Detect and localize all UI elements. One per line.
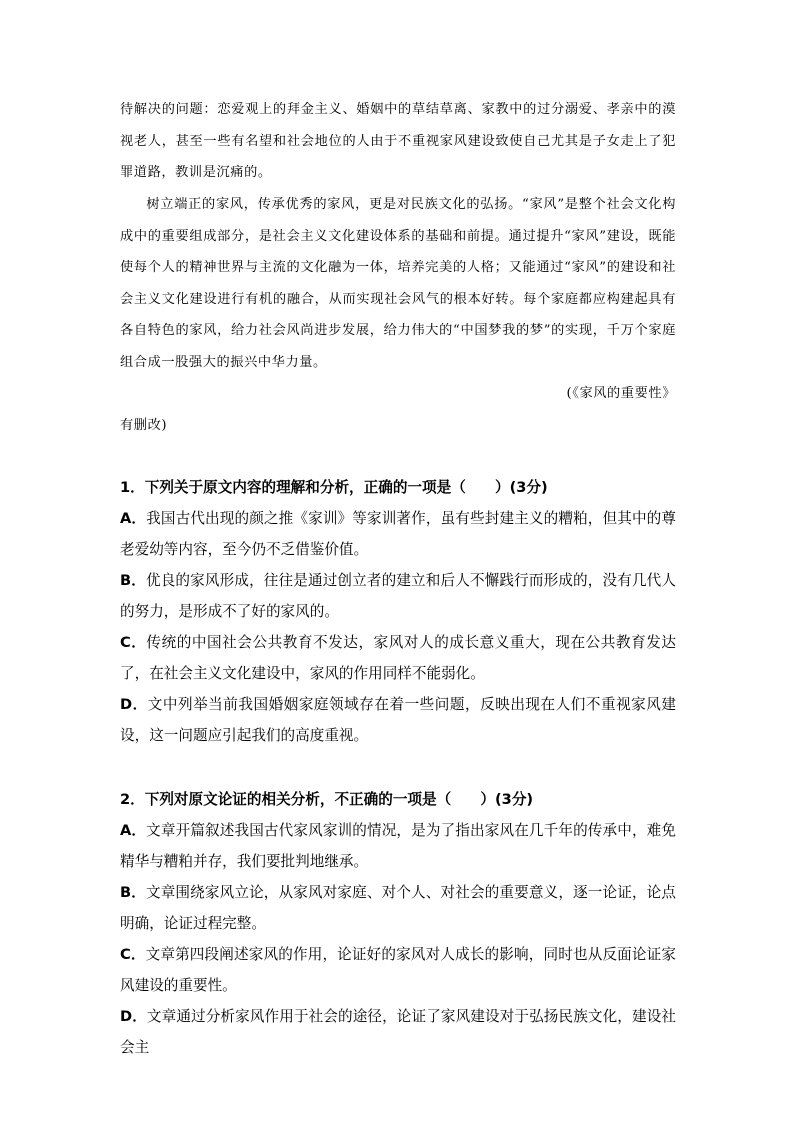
option-text: 文中列举当前我国婚姻家庭领域存在着一些问题，反映出现在人们不重视家风建设，这一问题应引起我们的高度重视。 [120, 696, 676, 744]
passage-paragraph-2 [120, 189, 676, 379]
option-c [120, 939, 676, 1001]
question-2 [120, 784, 676, 1063]
option-a [120, 815, 676, 877]
option-letter: B． [120, 884, 146, 901]
option-a [120, 503, 676, 565]
option-letter: A． [120, 822, 147, 839]
option-letter: C． [120, 634, 147, 651]
option-d [120, 1001, 676, 1063]
option-text: 文章通过分析家风作用于社会的途径，论证了家风建设对于弘扬民族文化，建设社会主 [120, 1008, 676, 1056]
passage-text: 树立端正的家风，传承优秀的家风，更是对民族文化的弘扬。“家风”是整个社会文化构成中的重要组成部分，是社会主义文化建设体系的基础和前提。通过提升“家风”建设，既能使每个人的精神世界与主流的文化融为一体，培养完美的人格；又能通过“家风”的建设和社会主义文化建设进行有机的融合，从而实现社会风气的根本好转。每个家庭都应构建起具有各自特色的家风，给力社会风尚进步发展，给力伟大的“中国梦我的梦”的实现，千万个家庭组合成一股强大的振兴中华力量。 [120, 197, 676, 370]
option-c [120, 627, 676, 689]
passage-paragraph-1 [120, 94, 676, 189]
option-text: 传统的中国社会公共教育不发达，家风对人的成长意义重大，现在公共教育发达了，在社会主义文化建设中，家风的作用同样不能弱化。 [120, 634, 676, 682]
question-stem: 1．下列关于原文内容的理解和分析，正确的一项是（ ）(3分) [120, 479, 548, 496]
question-stem: 2．下列对原文论证的相关分析，不正确的一项是（ ）(3分) [120, 791, 534, 808]
option-text: 文章第四段阐述家风的作用，论证好的家风对人成长的影响，同时也从反面论证家风建设的重要性。 [120, 946, 676, 994]
option-b [120, 877, 676, 939]
passage-text: 待解决的问题：恋爱观上的拜金主义、婚姻中的草结草离、家教中的过分溺爱、孝亲中的漠视老人，甚至一些有名望和社会地位的人由于不重视家风建设致使自己尤其是子女走上了犯罪道路，教训是沉痛的。 [120, 102, 676, 181]
option-letter: D． [120, 1008, 147, 1025]
question-1 [120, 472, 676, 751]
option-text: 文章围绕家风立论，从家风对家庭、对个人、对社会的重要意义，逐一论证，论点明确，论证过程完整。 [120, 884, 676, 932]
option-text: 文章开篇叙述我国古代家风家训的情况，是为了指出家风在几千年的传承中，难免精华与糟粕并存，我们要批判地继承。 [120, 822, 676, 870]
option-letter: C． [120, 946, 146, 963]
source-citation: (《家风的重要性》 [566, 386, 676, 401]
option-text: 我国古代出现的颜之推《家训》等家训著作，虽有些封建主义的糟粕，但其中的尊老爱幼等内容，至今仍不乏借鉴价值。 [120, 510, 676, 558]
option-b [120, 565, 676, 627]
option-d [120, 689, 676, 751]
source-citation-continued: 有删改) [120, 418, 168, 433]
option-letter: A． [120, 510, 147, 527]
option-letter: B． [120, 572, 146, 589]
option-letter: D． [120, 696, 148, 713]
option-text: 优良的家风形成，往往是通过创立者的建立和后人不懈践行而形成的，没有几代人的努力，是形成不了好的家风的。 [120, 572, 676, 620]
